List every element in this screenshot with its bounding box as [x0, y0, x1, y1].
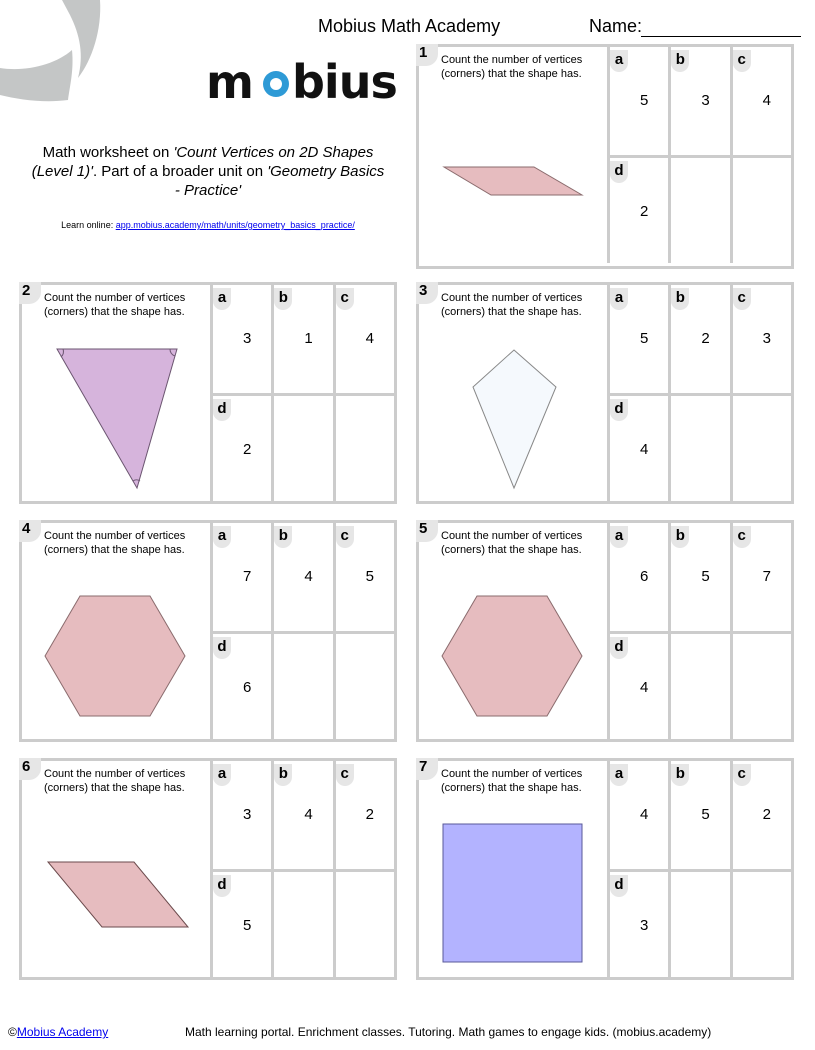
option-c[interactable]: c 2 [333, 761, 394, 869]
question-number: 7 [416, 758, 438, 780]
square-shape-icon [419, 797, 607, 977]
mobius-academy-link[interactable]: Mobius Academy [16, 1025, 109, 1039]
option-b[interactable]: b 2 [668, 285, 729, 393]
rhombus-shape-icon [22, 797, 210, 977]
hexagon-shape-icon [419, 559, 607, 739]
option-d[interactable]: d 2 [607, 155, 668, 263]
empty-cell [730, 155, 791, 263]
option-c[interactable]: c 4 [730, 47, 791, 155]
option-d[interactable]: d 6 [210, 631, 271, 739]
empty-cell [333, 393, 394, 501]
option-a[interactable]: a 7 [210, 523, 271, 631]
option-b[interactable]: b 4 [271, 761, 332, 869]
question-prompt: Count the number of vertices (corners) that the shape has. [44, 768, 186, 794]
site-title: Mobius Math Academy [318, 16, 501, 36]
option-a[interactable]: a 4 [607, 761, 668, 869]
empty-cell [668, 869, 729, 977]
answer-grid [210, 523, 394, 739]
question-number: 6 [19, 758, 41, 780]
mobius-logo [206, 56, 400, 106]
question-prompt: Count the number of vertices (corners) that the shape has. [441, 54, 583, 80]
option-a[interactable]: a 5 [607, 47, 668, 155]
empty-cell [730, 631, 791, 739]
footer-copyright: ©Mobius Academy [8, 1025, 109, 1039]
option-d[interactable]: d 2 [210, 393, 271, 501]
option-a[interactable]: a 6 [607, 523, 668, 631]
option-b[interactable]: b 5 [668, 523, 729, 631]
option-b[interactable]: b 4 [271, 523, 332, 631]
parallelogram-shape-icon [419, 83, 607, 263]
option-c[interactable]: c 7 [730, 523, 791, 631]
kite-shape-icon [419, 321, 607, 501]
empty-cell [668, 393, 729, 501]
name-field[interactable] [641, 36, 801, 37]
empty-cell [333, 869, 394, 977]
question-prompt: Count the number of vertices (corners) that the shape has. [441, 292, 583, 318]
decorative-swoosh-icon [0, 0, 110, 110]
option-c[interactable]: c 3 [730, 285, 791, 393]
empty-cell [271, 631, 332, 739]
question-card-7 [416, 758, 794, 980]
question-card-2 [19, 282, 397, 504]
question-prompt: Count the number of vertices (corners) that the shape has. [44, 292, 186, 318]
empty-cell [730, 393, 791, 501]
answer-grid [607, 47, 791, 263]
learn-online-link[interactable]: app.mobius.academy/math/units/geometry_basics_practice/ [115, 220, 355, 230]
answer-grid [210, 285, 394, 501]
question-card-5 [416, 520, 794, 742]
answer-grid [607, 523, 791, 739]
name-label: Name: [589, 16, 643, 36]
topic-title: 'Count Vertices on 2D Shapes (Level 1)' [31, 144, 374, 180]
worksheet-description: Math worksheet on 'Count Vertices on 2D Shapes (Level 1)'. Part of a broader unit on 'Geometry Basics - Practice' [31, 144, 385, 199]
answer-grid [210, 761, 394, 977]
svg-text:m: m [206, 56, 253, 106]
option-a[interactable]: a 3 [210, 761, 271, 869]
option-a[interactable]: a 5 [607, 285, 668, 393]
question-card-3 [416, 282, 794, 504]
question-prompt: Count the number of vertices (corners) that the shape has. [441, 530, 583, 556]
question-number: 1 [416, 44, 438, 66]
svg-text:bius: bius [292, 56, 397, 106]
answer-grid [607, 761, 791, 977]
question-card-4 [19, 520, 397, 742]
question-prompt: Count the number of vertices (corners) that the shape has. [44, 530, 186, 556]
option-d[interactable]: d 4 [607, 631, 668, 739]
option-b[interactable]: b 1 [271, 285, 332, 393]
empty-cell [730, 869, 791, 977]
learn-online: Learn online: app.mobius.academy/math/units/geometry_basics_practice/ [61, 220, 355, 230]
question-number: 4 [19, 520, 41, 542]
empty-cell [271, 393, 332, 501]
option-c[interactable]: c 5 [333, 523, 394, 631]
empty-cell [333, 631, 394, 739]
answer-grid [607, 285, 791, 501]
question-number: 5 [416, 520, 438, 542]
option-a[interactable]: a 3 [210, 285, 271, 393]
footer-tagline: Math learning portal. Enrichment classes. Tutoring. Math games to engage kids. (mobius.academy) [185, 1025, 712, 1039]
question-card-6 [19, 758, 397, 980]
option-b[interactable]: b 3 [668, 47, 729, 155]
question-card-1 [416, 44, 794, 269]
unit-title: 'Geometry Basics - Practice' [174, 163, 385, 199]
question-number: 3 [416, 282, 438, 304]
empty-cell [668, 155, 729, 263]
hexagon-shape-icon [22, 559, 210, 739]
triangle-shape-icon [22, 321, 210, 501]
option-d[interactable]: d 4 [607, 393, 668, 501]
option-d[interactable]: d 5 [210, 869, 271, 977]
empty-cell [271, 869, 332, 977]
option-c[interactable]: c 2 [730, 761, 791, 869]
empty-cell [668, 631, 729, 739]
option-b[interactable]: b 5 [668, 761, 729, 869]
option-c[interactable]: c 4 [333, 285, 394, 393]
question-number: 2 [19, 282, 41, 304]
question-prompt: Count the number of vertices (corners) that the shape has. [441, 768, 583, 794]
option-d[interactable]: d 3 [607, 869, 668, 977]
